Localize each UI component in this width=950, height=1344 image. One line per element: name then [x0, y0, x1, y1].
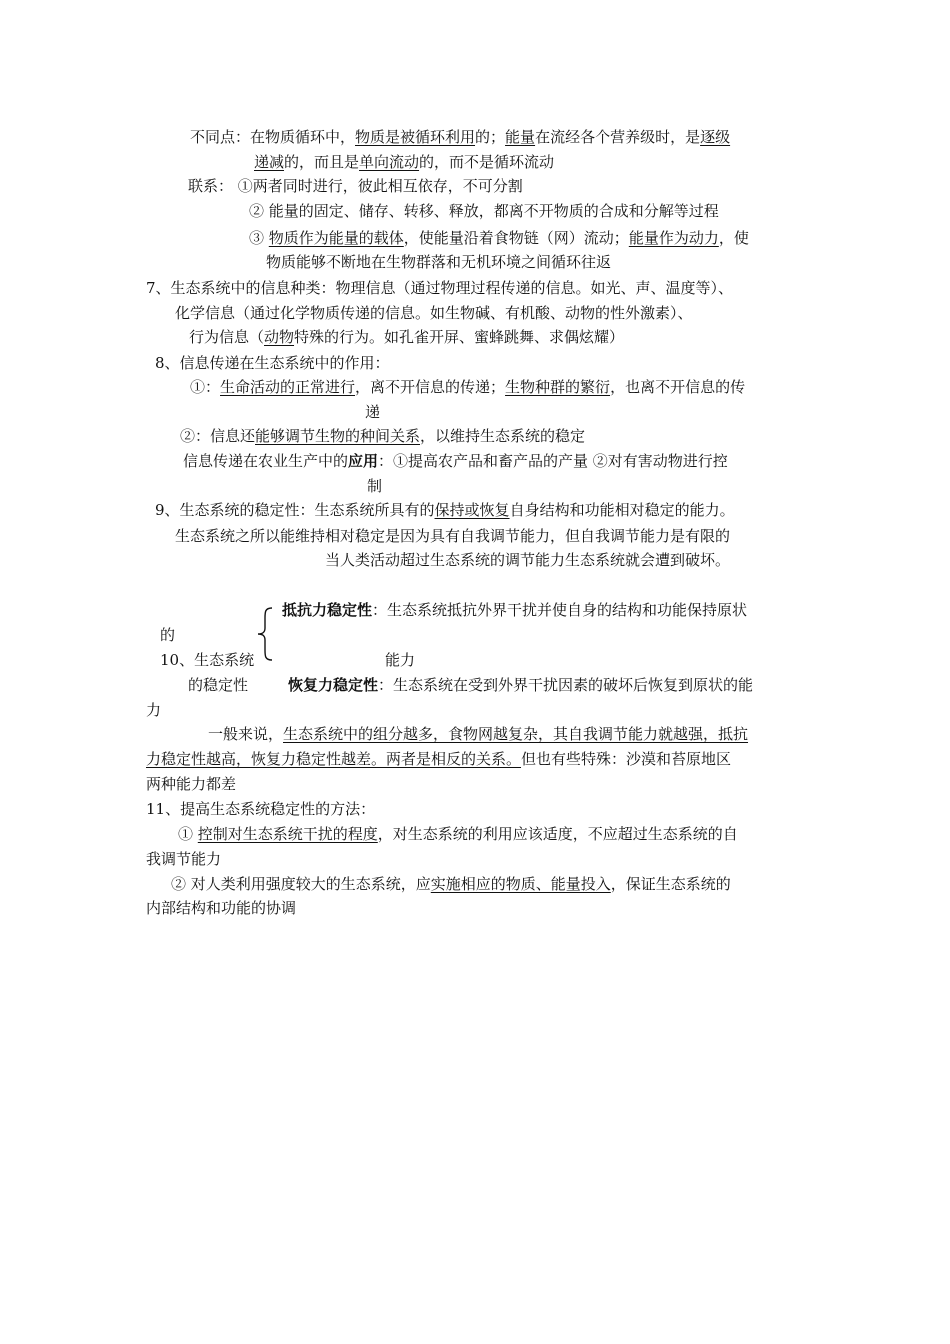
text-line: 一般来说，生态系统中的组分越多，食物网越复杂，其自我调节能力就越强，抵抗 — [208, 725, 749, 743]
text-line: 内部结构和功能的协调 — [146, 899, 297, 917]
text-line: 化学信息（通过化学物质传递的信息。如生物碱、有机酸、动物的性外激素）、 — [175, 304, 693, 322]
text-line: 物质能够不断地在生物群落和无机环境之间循环往返 — [266, 253, 612, 271]
resistance-stability-line: 抵抗力稳定性：生态系统抵抗外界干扰并使自身的结构和功能保持原状 — [282, 601, 748, 619]
text-line: 信息传递在农业生产中的应用：①提高农产品和畜产品的产量 ②对有害动物进行控 — [183, 452, 728, 470]
text-line: 的 — [160, 626, 176, 644]
section-8-heading: 8、信息传递在生态系统中的作用： — [155, 354, 390, 372]
text-line: 我调节能力 — [146, 850, 222, 868]
text-line: ②：信息还能够调节生物的种间关系，以维持生态系统的稳定 — [180, 427, 586, 445]
text-line: 联系： ①两者同时进行，彼此相互依存，不可分割 — [188, 177, 523, 195]
text-line: 力 — [146, 701, 162, 719]
text-line: 制 — [367, 477, 383, 495]
text-line: 两种能力都差 — [146, 775, 237, 793]
text-line: ① 控制对生态系统干扰的程度，对生态系统的利用应该适度，不应超过生态系统的自 — [178, 825, 738, 843]
text-line: 当人类活动超过生态系统的调节能力生态系统就会遭到破坏。 — [325, 551, 731, 569]
text-line: 力稳定性越高，恢复力稳定性越差。两者是相反的关系。但也有些特殊：沙漠和苔原地区 — [146, 750, 732, 768]
section-10-heading: 10、生态系统 — [160, 651, 255, 669]
section-7-heading: 7、生态系统中的信息种类：物理信息（通过物理过程传递的信息。如光、声、温度等）、 — [146, 279, 734, 297]
text-line: 生态系统之所以能维持相对稳定是因为具有自我调节能力，但自我调节能力是有限的 — [175, 527, 731, 545]
text-line: 不同点：在物质循环中，物质是被循环利用的；能量在流经各个营养级时，是逐级 — [190, 128, 731, 146]
curly-brace-icon — [254, 606, 276, 662]
text-line: ② 对人类利用强度较大的生态系统，应实施相应的物质、能量投入，保证生态系统的 — [171, 875, 731, 893]
section-11-heading: 11、提高生态系统稳定性的方法： — [146, 800, 376, 818]
text-line: 递 — [365, 403, 381, 421]
text-line: 的稳定性 — [188, 676, 249, 694]
resilience-stability-line: 恢复力稳定性：生态系统在受到外界干扰因素的破坏后恢复到原状的能 — [288, 676, 754, 694]
text-line: 能力 — [385, 651, 416, 669]
text-line: 行为信息（动物特殊的行为。如孔雀开屏、蜜蜂跳舞、求偶炫耀） — [189, 328, 625, 346]
text-line: ② 能量的固定、储存、转移、释放，都离不开物质的合成和分解等过程 — [249, 202, 719, 220]
text-line: 递减的，而且是单向流动的，而不是循环流动 — [254, 153, 555, 171]
text-line: ③ 物质作为能量的载体，使能量沿着食物链（网）流动；能量作为动力，使 — [249, 229, 749, 247]
section-9-heading: 9、生态系统的稳定性：生态系统所具有的保持或恢复自身结构和功能相对稳定的能力。 — [155, 501, 735, 519]
text-line: ①：生命活动的正常进行，离不开信息的传递；生物种群的繁衍，也离不开信息的传 — [190, 378, 746, 396]
